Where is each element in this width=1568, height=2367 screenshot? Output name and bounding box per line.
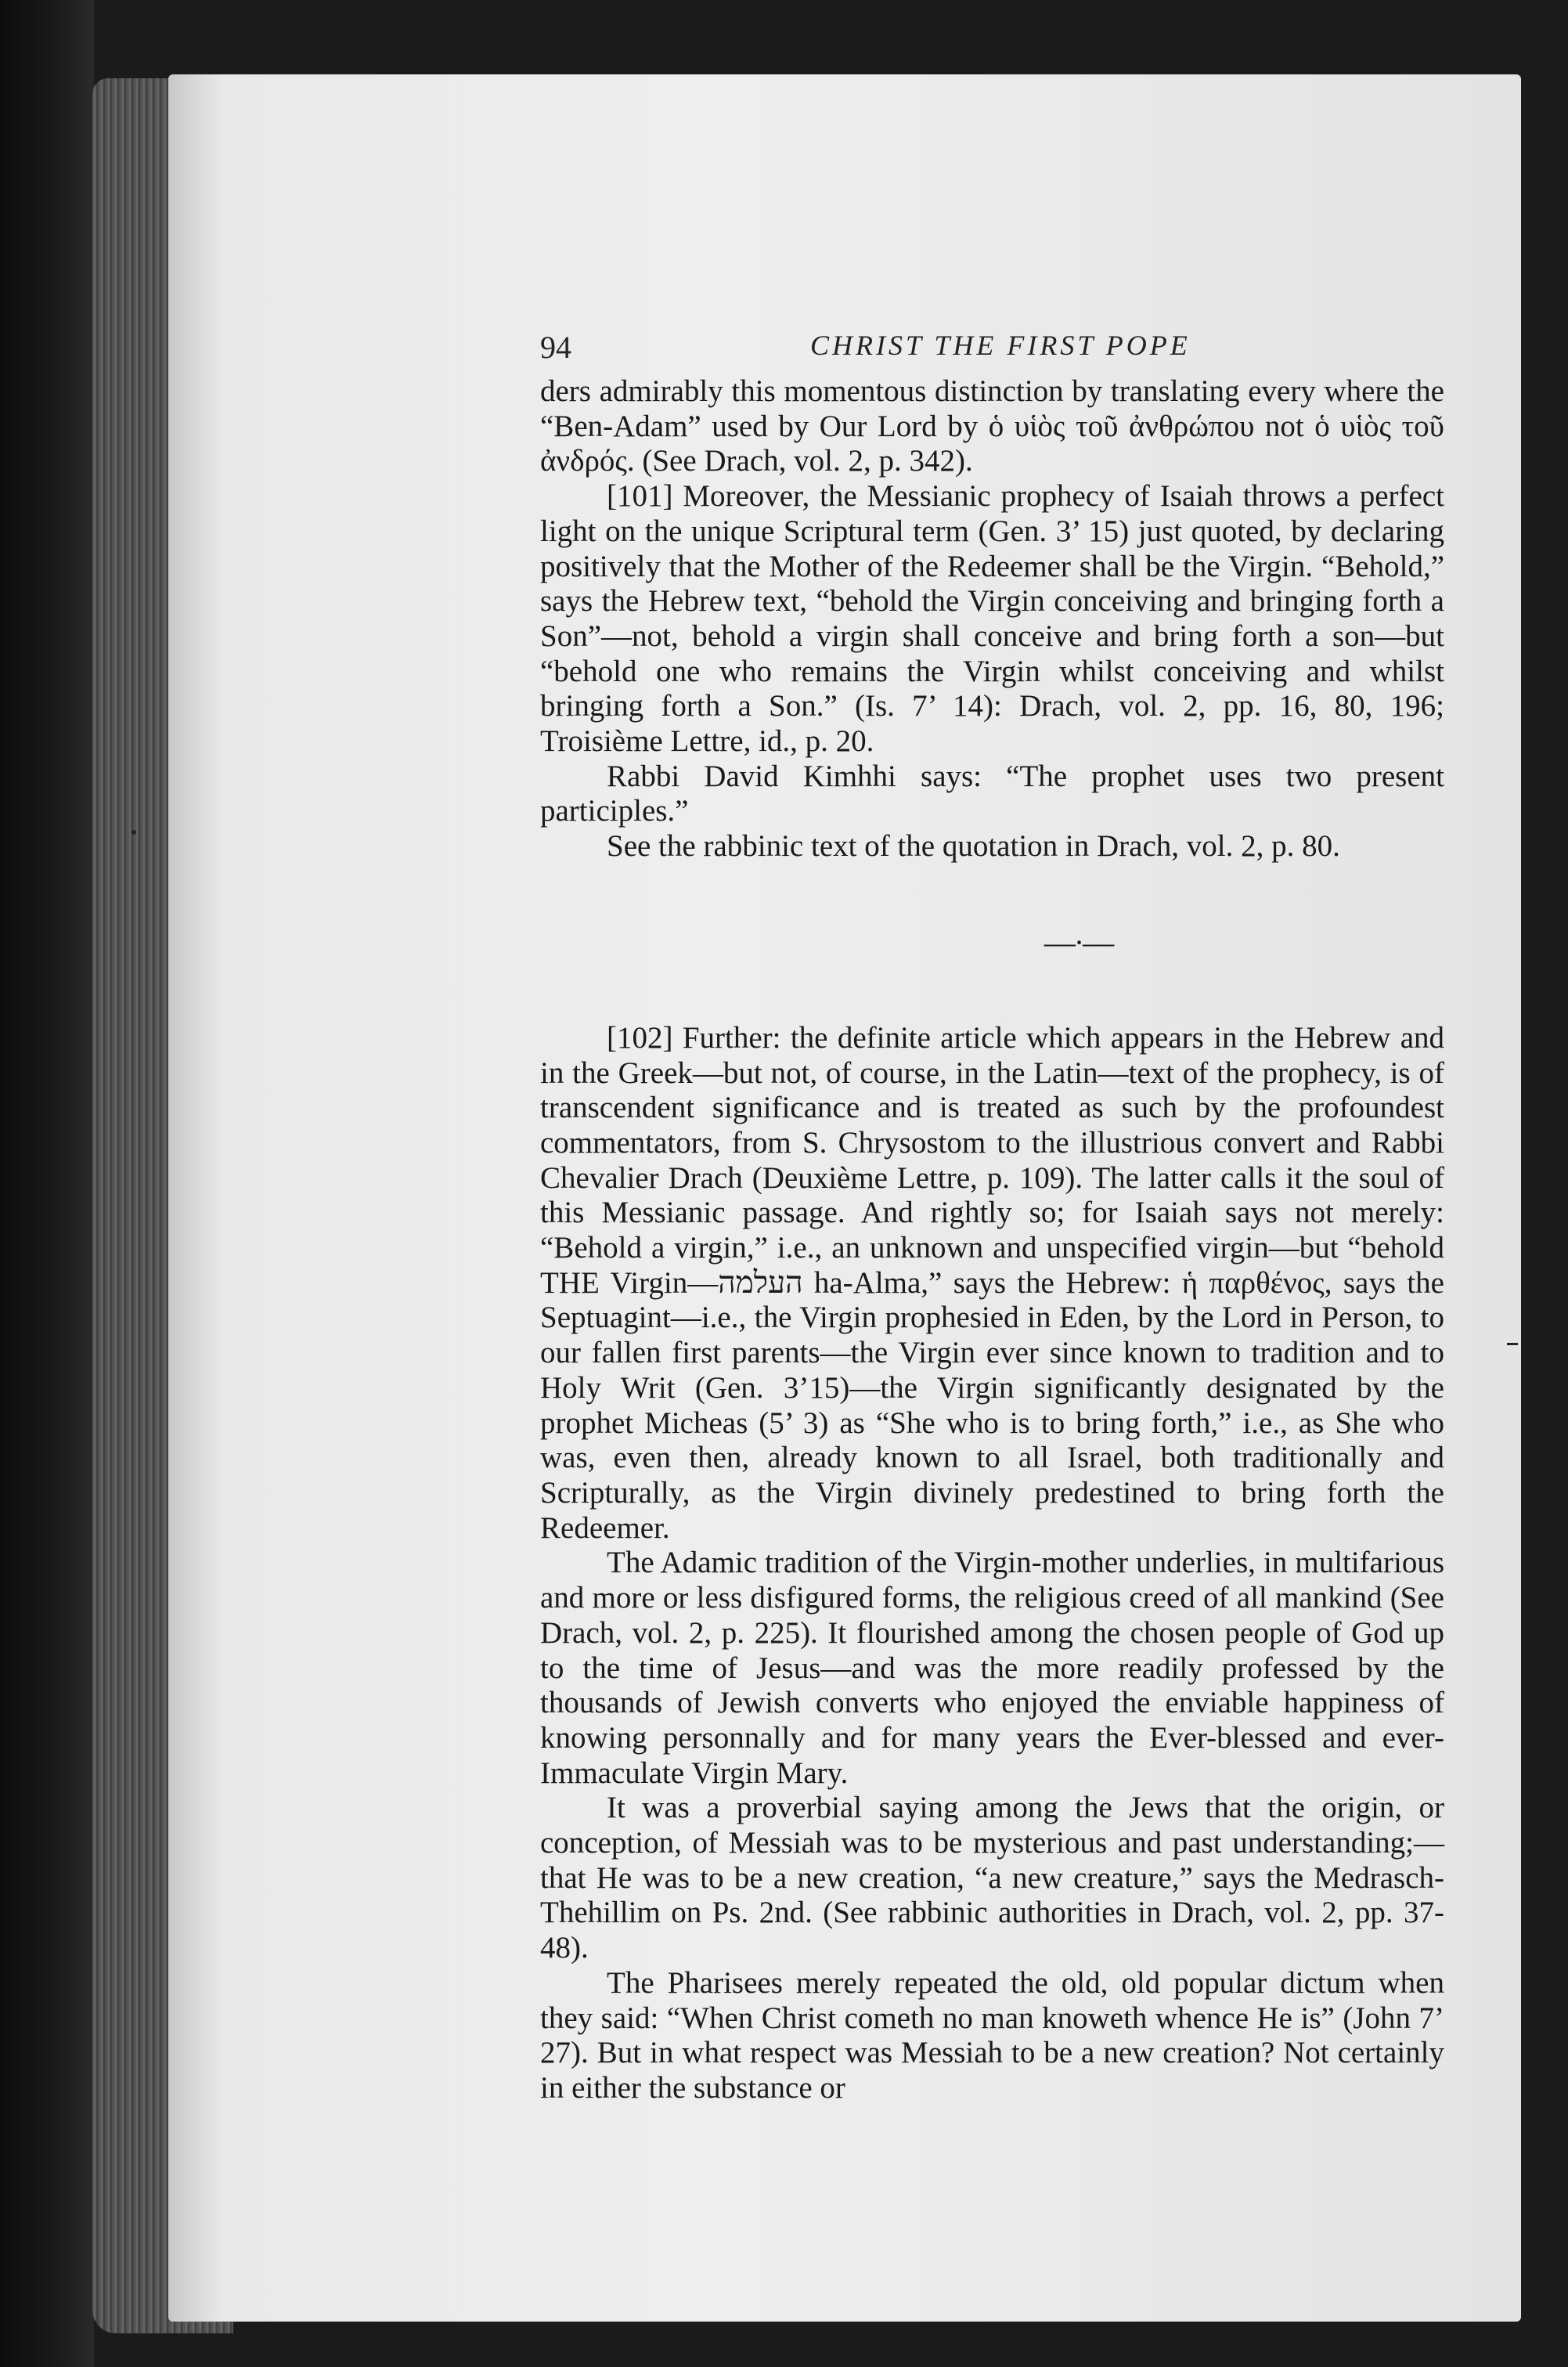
paragraph-pharisees: The Pharisees merely repeated the old, old popular dictum when they said: “When Christ cometh no man knoweth whence He is” (John 7’ 27). But in what respect was Messiah to be a new creation? Not certainly in either the substance or <box>540 1965 1444 2105</box>
margin-mark <box>1507 1343 1518 1345</box>
paragraph-kimhhi: Rabbi David Kimhhi says: “The prophet uses two present participles.” <box>540 759 1444 828</box>
paragraph-adamic-tradition: The Adamic tradition of the Virgin-mother underlies, in multifarious and more or less disfigured forms, the religious creed of all mankind (See Drach, vol. 2, p. 225). It flourished among the chosen people of God up to the time of Jesus—and was the more readily professed by the thousands of Jewish converts who enjoyed the enviable happiness of knowing personnally and for many years the Ever-blessed and ever-Immaculate Virgin Mary. <box>540 1546 1444 1790</box>
ornament-glyph: —·— <box>1044 924 1113 960</box>
scan-left-edge <box>0 0 94 2367</box>
running-title: CHRIST THE FIRST POPE <box>810 330 1191 361</box>
page-header <box>540 329 1527 376</box>
paragraph-102: [102] Further: the definite article which appears in the Hebrew and in the Greek—but not, of course, in the Latin—text of the prophecy, is of transcendent significance and is treated as such by the profoundest commentators, from S. Chrysostom to the illustrious convert and Rabbi Chevalier Drach (Deuxième Lettre, p. 109). The latter calls it the soul of this Messianic passage. And rightly so; for Isaiah says not merely: “Behold a virgin,” i.e., an unknown and unspecified virgin—but “behold THE Virgin—העלמה ha-Alma,” says the Hebrew: ἡ παρθένος, says the Septuagint—i.e., the Virgin prophesied in Eden, by the Lord in Person, to our fallen first parents—the Virgin ever since known to tradition and to Holy Writ (Gen. 3’15)—the Virgin significantly designated by the prophet Micheas (5’ 3) as “She who is to bring forth,” i.e., as She who was, even then, already known to all Israel, both traditionally and Scripturally, as the Virgin divinely predestined to bring forth the Redeemer. <box>540 1020 1444 1545</box>
page-number: 94 <box>540 330 571 365</box>
body-text <box>540 374 1444 2106</box>
paragraph-101: [101] Moreover, the Messianic prophecy of Isaiah throws a perfect light on the unique Scriptural term (Gen. 3’ 15) just quoted, by declaring positively that the Mother of the Redeemer shall be the Virgin. “Behold,” says the Hebrew text, “behold the Virgin conceiving and bringing forth a Son”—not, behold a virgin shall conceive and bring forth a son—but “behold one who remains the Virgin whilst conceiving and whilst bringing forth a Son.” (Is. 7’ 14): Drach, vol. 2, pp. 16, 80, 196; Troisième Lettre, id., p. 20. <box>540 479 1444 759</box>
section-gap-2 <box>540 966 1444 1021</box>
section-ornament <box>540 919 1444 966</box>
edge-speck <box>132 830 136 835</box>
paragraph-rabbinic-text: See the rabbinic text of the quotation in Drach, vol. 2, p. 80. <box>607 829 1340 864</box>
paragraph-proverbial-saying: It was a proverbial saying among the Jews that the origin, or conception, of Messiah was to be mysterious and past understanding;—that He was to be a new creation, “a new creature,” says the Medrasch-Thehillim on Ps. 2nd. (See rabbinic authorities in Drach, vol. 2, pp. 37-48). <box>540 1791 1444 1965</box>
section-gap <box>540 864 1444 919</box>
paragraph-continuation: ders admirably this momentous distinction by translating every where the “Ben-Adam” used by Our Lord by ὁ υἱὸς τοῦ ἀνθρώπου not ὁ υἱὸς τοῦ ἀνδρός. (See Drach, vol. 2, p. 342). <box>540 374 1444 478</box>
